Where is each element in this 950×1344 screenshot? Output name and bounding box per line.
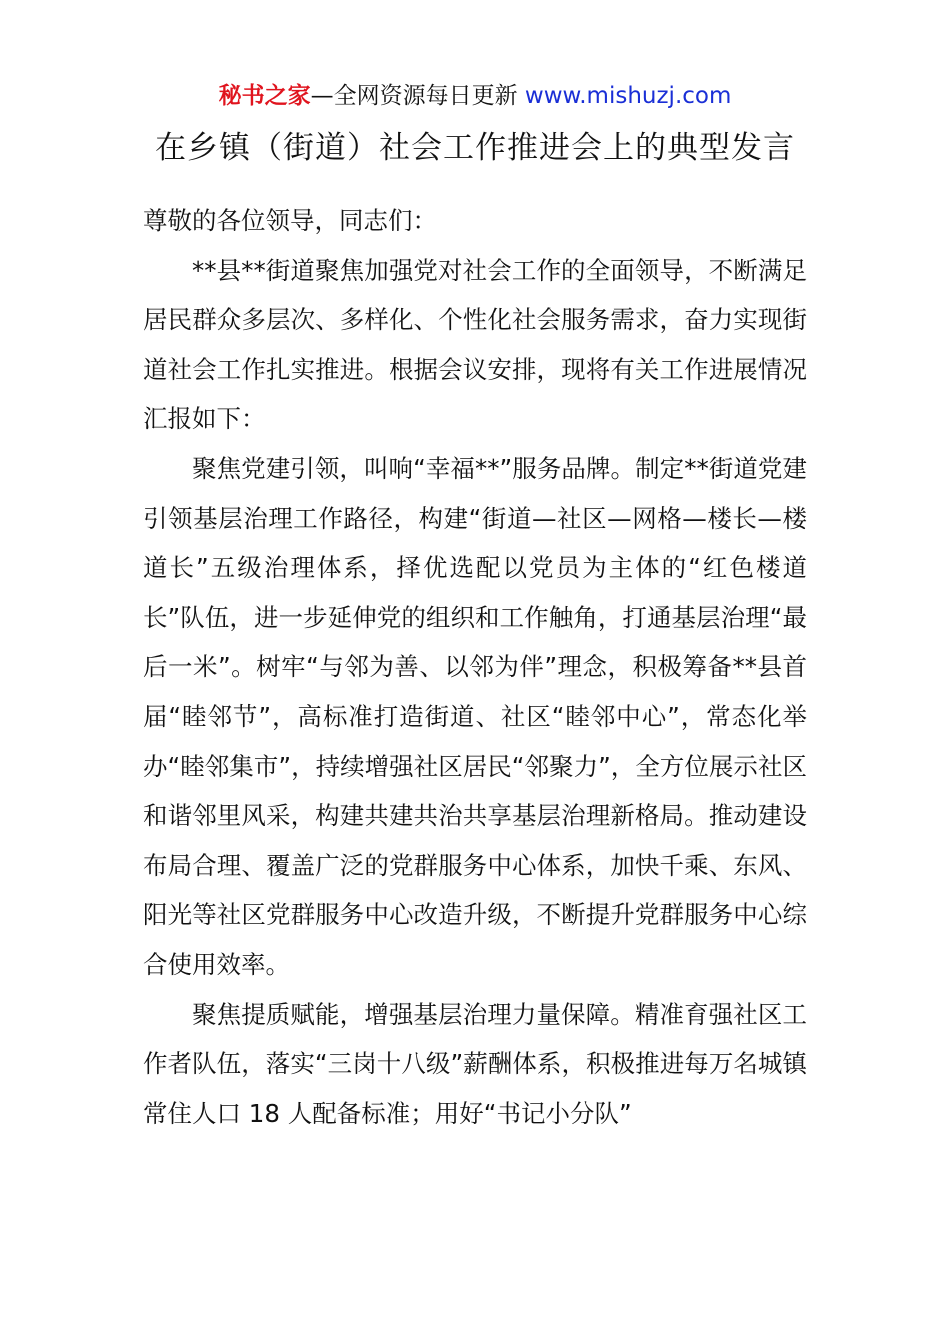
paragraph-capacity: 聚焦提质赋能，增强基层治理力量保障。精准育强社区工作者队伍，落实“三岗十八级”薪酬体系，积极推进每万名城镇常住人口 18 人配备标准；用好“书记小分队” bbox=[143, 999, 807, 1128]
site-tagline: —全网资源每日更新 bbox=[310, 83, 525, 109]
paragraph-party-building: 聚焦党建引领，叫响“幸福**”服务品牌。制定**街道党建引领基层治理工作路径，构建“街道—社区—网格—楼长—楼道长”五级治理体系，择优选配以党员为主体的“红色楼道长”队伍，进一步延伸党的组织和工作触角，打通基层治理“最后一米”。树牢“与邻为善、以邻为伴”理念，积极筹备**县首届“睦邻节”，高标准打造街道、社区“睦邻中心”，常态化举办“睦邻集市”，持续增强社区居民“邻聚力”，全方位展示社区和谐邻里风采，构建共建共治共享基层治理新格局。推动建设布局合理、覆盖广泛的党群服务中心体系，加快千乘、东风、阳光等社区党群服务中心改造升级，不断提升党群服务中心综合使用效率。 bbox=[143, 453, 807, 979]
site-header bbox=[0, 80, 950, 112]
site-url-link[interactable]: www.mishuzj.com bbox=[524, 83, 732, 109]
site-brand: 秘书之家 bbox=[218, 83, 311, 109]
document-body bbox=[143, 196, 807, 1138]
salutation: 尊敬的各位领导，同志们： bbox=[143, 206, 437, 235]
document-title: 在乡镇（街道）社会工作推进会上的典型发言 bbox=[155, 130, 795, 166]
paragraph-intro: **县**街道聚焦加强党对社会工作的全面领导，不断满足居民群众多层次、多样化、个性化社会服务需求，奋力实现街道社会工作扎实推进。根据会议安排，现将有关工作进展情况汇报如下： bbox=[143, 255, 807, 434]
